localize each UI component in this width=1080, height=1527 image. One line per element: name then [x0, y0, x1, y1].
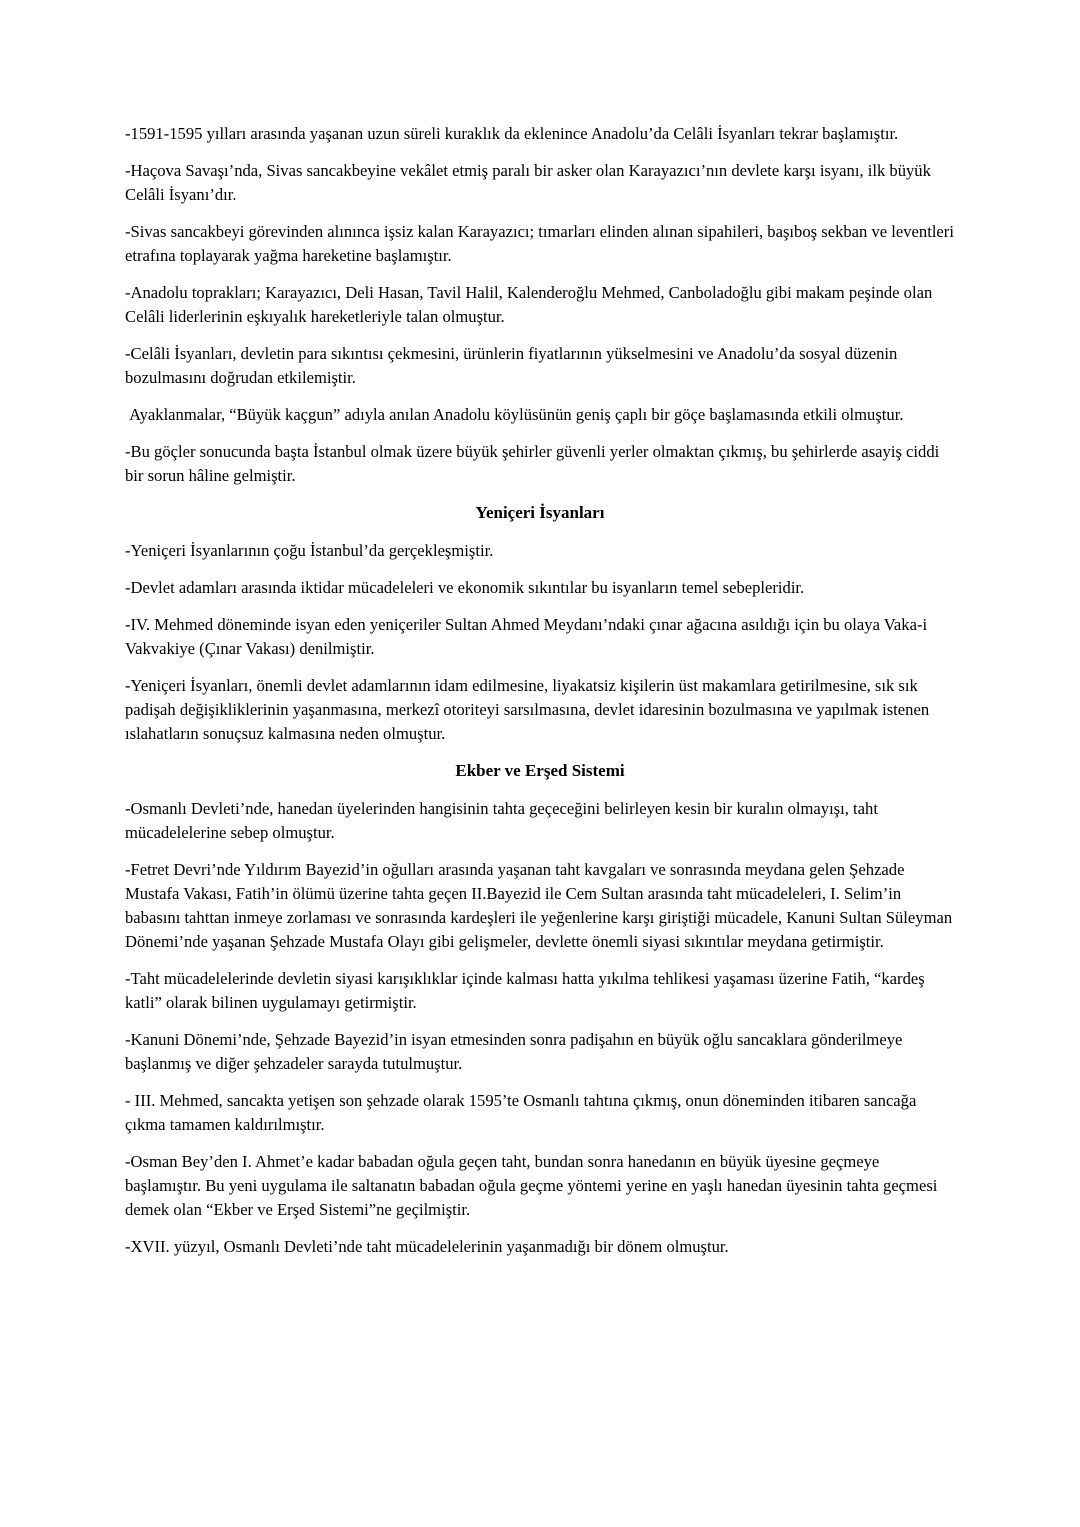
paragraph: -Devlet adamları arasında iktidar mücadeleleri ve ekonomik sıkıntılar bu isyanların temel sebepleridir.: [125, 578, 805, 597]
paragraph: -XVII. yüzyıl, Osmanlı Devleti’nde taht mücadelelerinin yaşanmadığı bir dönem olmuştur.: [125, 1237, 729, 1256]
paragraph: -Celâli İsyanları, devletin para sıkıntısı çekmesini, ürünlerin fiyatlarının yükselmesini ve Anadolu’da sosyal düzenin bozulmasını doğrudan etkilemiştir.: [125, 344, 902, 387]
paragraph: -Anadolu toprakları; Karayazıcı, Deli Hasan, Tavil Halil, Kalenderoğlu Mehmed, Canboladoğlu gibi makam peşinde olan Celâli liderlerinin eşkıyalık hareketleriyle talan olmuştur.: [125, 283, 937, 326]
paragraph: -Fetret Devri’nde Yıldırım Bayezid’in oğulları arasında yaşanan taht kavgaları ve sonrasında meydana gelen Şehzade Mustafa Vakası, Fatih’in ölümü üzerine tahta geçen II.Bayezid ile Cem Sultan arasında taht mücadeleleri, I. Selim’in babasını tahttan inmeye zorlaması ve sonrasında kardeşleri ile yeğenlerine karşı giriştiği mücadele, Kanuni Sultan Süleyman Dönemi’nde yaşanan Şehzade Mustafa Olayı gibi gelişmeler, devlette önemli siyasi sıkıntılar meydana getirmiştir.: [125, 860, 957, 951]
paragraph: -IV. Mehmed döneminde isyan eden yeniçeriler Sultan Ahmed Meydanı’ndaki çınar ağacına asıldığı için bu olaya Vaka-i Vakvakiye (Çınar Vakası) denilmiştir.: [125, 615, 931, 658]
paragraph: -Sivas sancakbeyi görevinden alınınca işsiz kalan Karayazıcı; tımarları elinden alınan sipahileri, başıboş sekban ve leventleri etrafına toplayarak yağma hareketine başlamıştır.: [125, 222, 959, 265]
paragraph: -Haçova Savaşı’nda, Sivas sancakbeyine vekâlet etmiş paralı bir asker olan Karayazıcı’nın devlete karşı isyanı, ilk büyük Celâli İsyanı’dır.: [125, 161, 936, 204]
paragraph: -Yeniçeri İsyanlarının çoğu İstanbul’da gerçekleşmiştir.: [125, 541, 494, 560]
paragraph: -1591-1595 yılları arasında yaşanan uzun süreli kuraklık da eklenince Anadolu’da Celâli İsyanları tekrar başlamıştır.: [125, 124, 899, 143]
paragraph: -Kanuni Dönemi’nde, Şehzade Bayezid’in isyan etmesinden sonra padişahın en büyük oğlu sancaklara gönderilmeye başlanmış ve diğer şehzadeler sarayda tutulmuştur.: [125, 1030, 907, 1073]
document-body: [125, 122, 959, 1272]
paragraph: - III. Mehmed, sancakta yetişen son şehzade olarak 1595’te Osmanlı tahtına çıkmış, onun döneminden itibaren sancağa çıkma tamamen kaldırılmıştır.: [125, 1091, 921, 1134]
paragraph: -Yeniçeri İsyanları, önemli devlet adamlarının idam edilmesine, liyakatsiz kişilerin üst makamlara getirilmesine, sık sık padişah değişikliklerinin yaşanmasına, merkezî otoriteyi sarsılmasına, devlet idaresinin bozulmasına ve yapılmak istenen ıslahatların sonuçsuz kalmasına neden olmuştur.: [125, 676, 934, 743]
paragraph: -Bu göçler sonucunda başta İstanbul olmak üzere büyük şehirler güvenli yerler olmaktan çıkmış, bu şehirlerde asayiş ciddi bir sorun hâline gelmiştir.: [125, 442, 944, 485]
section-heading: Yeniçeri İsyanları: [475, 503, 605, 522]
paragraph: Ayaklanmalar, “Büyük kaçgun” adıyla anılan Anadolu köylüsünün geniş çaplı bir göçe başlamasında etkili olmuştur.: [125, 405, 904, 424]
paragraph: -Osmanlı Devleti’nde, hanedan üyelerinden hangisinin tahta geçeceğini belirleyen kesin bir kuralın olmayışı, taht mücadelelerine sebep olmuştur.: [125, 799, 883, 842]
paragraph: -Taht mücadelelerinde devletin siyasi karışıklıklar içinde kalması hatta yıkılma tehlikesi yaşaması üzerine Fatih, “kardeş katli” olarak bilinen uygulamayı getirmiştir.: [125, 969, 929, 1012]
paragraph: -Osman Bey’den I. Ahmet’e kadar babadan oğula geçen taht, bundan sonra hanedanın en büyük üyesine geçmeye başlamıştır. Bu yeni uygulama ile saltanatın babadan oğula geçme yöntemi yerine en yaşlı hanedan üyesinin tahta geçmesi demek olan “Ekber ve Erşed Sistemi”ne geçilmiştir.: [125, 1152, 942, 1219]
section-heading: Ekber ve Erşed Sistemi: [455, 761, 625, 780]
